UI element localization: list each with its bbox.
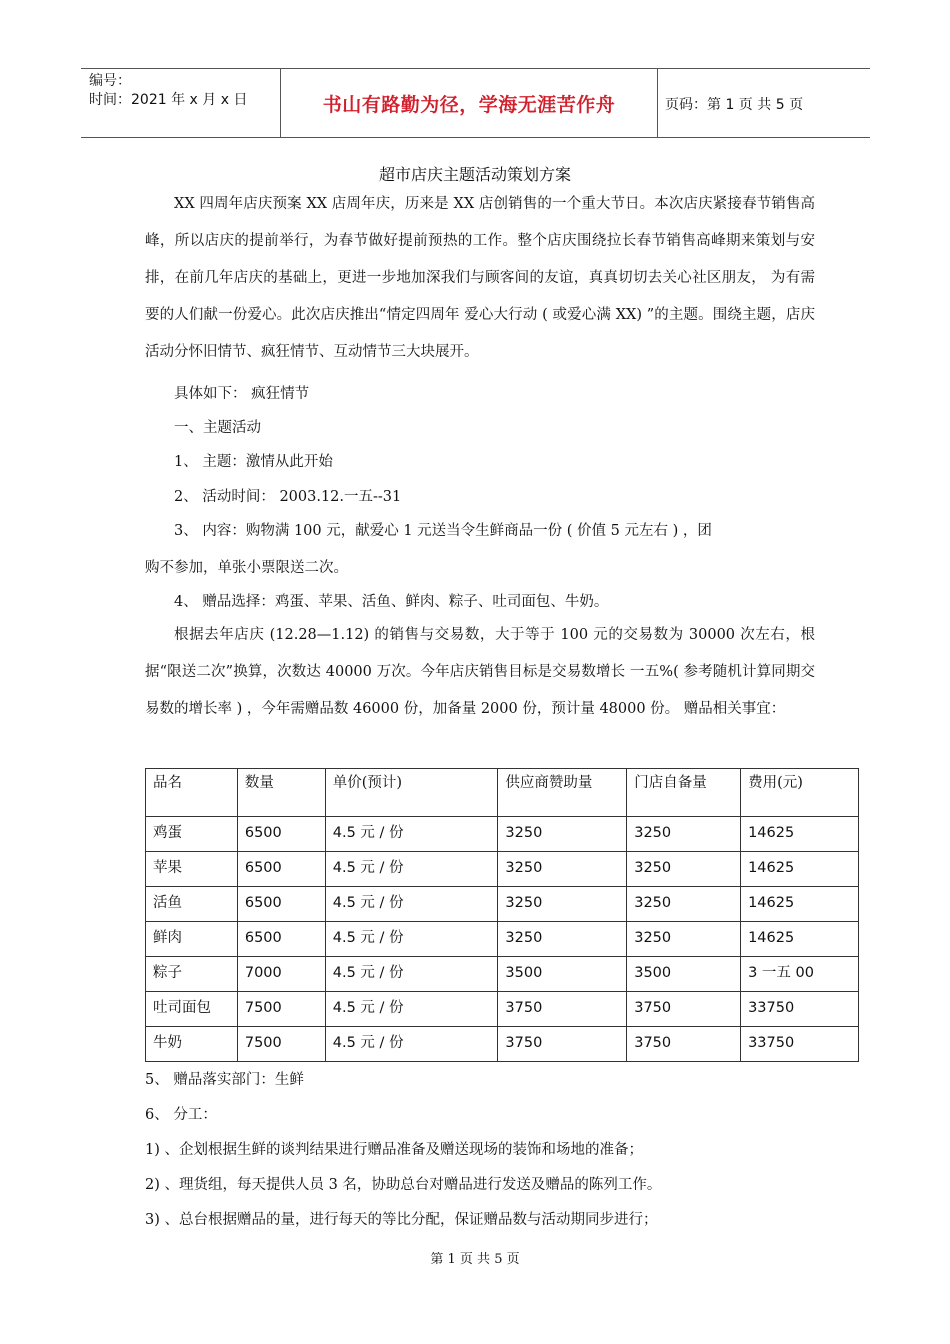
time-label: 时间：2021 年 x 月 x 日 <box>89 92 248 108</box>
table-cell: 苹果 <box>146 852 238 887</box>
table-cell: 6500 <box>237 922 325 957</box>
item-theme: 1、 主题：激情从此开始 <box>174 454 333 470</box>
table-cell: 14625 <box>741 817 859 852</box>
table-cell: 粽子 <box>146 957 238 992</box>
motto: 书山有路勤为径，学海无涯苦作舟 <box>322 93 616 116</box>
table-cell: 3500 <box>498 957 627 992</box>
table-cell: 4.5 元 / 份 <box>325 957 498 992</box>
table-cell: 3250 <box>627 852 741 887</box>
table-cell: 3750 <box>498 1027 627 1062</box>
intro-paragraph: XX 四周年店庆预案 XX 店周年庆，历来是 XX 店创销售的一个重大节日。本次店庆紧接春节销售高峰，所以店庆的提前举行，为春节做好提前预热的工作。整个店庆围绕拉长春节销售高峰期来策划与安排，在前几年店庆的基础上，更进一步地加深我们与顾客间的友谊，真真切切去关心社区朋友， 为有需要的人们献一份爱心。此次店庆推出“情定四周年 爱心大行动 ( 或爱心满 XX) ”的主题。围绕主题，店庆活动分怀旧情节、疯狂情节、互动情节三大块展开。 <box>145 196 815 360</box>
table-cell: 4.5 元 / 份 <box>325 922 498 957</box>
table-cell: 6500 <box>237 887 325 922</box>
page-header <box>81 68 870 138</box>
gift-table <box>145 768 859 1062</box>
table-cell: 14625 <box>741 852 859 887</box>
table-cell: 活鱼 <box>146 887 238 922</box>
table-cell: 33750 <box>741 992 859 1027</box>
document-title: 超市店庆主题活动策划方案 <box>378 165 571 184</box>
header-motto-cell <box>280 69 658 137</box>
table-cell: 鸡蛋 <box>146 817 238 852</box>
header-meta <box>89 72 247 110</box>
table-cell: 4.5 元 / 份 <box>325 992 498 1027</box>
page-info: 页码：第 1 页 共 5 页 <box>665 97 804 113</box>
table-row <box>146 887 859 922</box>
table-cell: 3250 <box>498 852 627 887</box>
table-cell: 3250 <box>627 817 741 852</box>
duty-front-desk: 3) 、总台根据赠品的量，进行每天的等比分配，保证赠品数与活动期同步进行； <box>145 1212 658 1228</box>
table-cell: 吐司面包 <box>146 992 238 1027</box>
table-cell: 3750 <box>498 992 627 1027</box>
item-gift-choice: 4、 赠品选择：鸡蛋、苹果、活鱼、鲜肉、粽子、吐司面包、牛奶。 <box>174 594 609 610</box>
item-division: 6、 分工： <box>145 1107 217 1123</box>
table-cell: 3250 <box>498 922 627 957</box>
table-header-cell: 费用(元) <box>741 769 859 817</box>
table-row <box>146 817 859 852</box>
table-cell: 7000 <box>237 957 325 992</box>
table-row <box>146 852 859 887</box>
table-row <box>146 957 859 992</box>
table-header-cell: 供应商赞助量 <box>498 769 627 817</box>
table-row <box>146 1027 859 1062</box>
duty-planning: 1) 、企划根据生鲜的谈判结果进行赠品准备及赠送现场的装饰和场地的准备； <box>145 1142 643 1158</box>
table-cell: 3250 <box>498 817 627 852</box>
table-header-cell: 数量 <box>237 769 325 817</box>
table-row <box>146 922 859 957</box>
table-row <box>146 992 859 1027</box>
table-cell: 4.5 元 / 份 <box>325 817 498 852</box>
number-label: 编号： <box>89 73 131 89</box>
table-cell: 3750 <box>627 992 741 1027</box>
analysis-paragraph: 根据去年店庆 (12.28—1.12) 的销售与交易数，大于等于 100 元的交易数为 30000 次左右，根据“限送二次”换算，次数达 40000 万次。今年店庆销售目标是交易数增长 一五%( 参考随机计算同期交易数的增长率 ) ，今年需赠品数 46000 份，加备量 2000 份，预计量 48000 份。 赠品相关事宜： <box>145 627 815 717</box>
table-cell: 3500 <box>627 957 741 992</box>
table-cell: 4.5 元 / 份 <box>325 852 498 887</box>
page-footer: 第 1 页 共 5 页 <box>430 1252 520 1267</box>
table-header-row <box>146 769 859 817</box>
table-header-cell: 单价(预计) <box>325 769 498 817</box>
table-cell: 14625 <box>741 887 859 922</box>
details-line: 具体如下： 疯狂情节 <box>174 386 310 402</box>
table-cell: 6500 <box>237 852 325 887</box>
table-cell: 33750 <box>741 1027 859 1062</box>
table-header-cell: 品名 <box>146 769 238 817</box>
item-content: 3、 内容：购物满 100 元，献爱心 1 元送当令生鲜商品一份 ( 价值 5 元左右 ) ，团 <box>174 523 712 539</box>
table-cell: 3 一五 00 <box>741 957 859 992</box>
table-cell: 4.5 元 / 份 <box>325 887 498 922</box>
table-cell: 6500 <box>237 817 325 852</box>
table-cell: 3250 <box>627 922 741 957</box>
table-cell: 7500 <box>237 992 325 1027</box>
table-cell: 牛奶 <box>146 1027 238 1062</box>
item-department: 5、 赠品落实部门：生鲜 <box>145 1072 304 1088</box>
table-cell: 14625 <box>741 922 859 957</box>
section-heading: 一、主题活动 <box>174 420 261 436</box>
item-time: 2、 活动时间： 2003.12.一五--31 <box>174 489 402 505</box>
table-header-cell: 门店自备量 <box>627 769 741 817</box>
table-cell: 3250 <box>498 887 627 922</box>
duty-stocking: 2) 、理货组，每天提供人员 3 名，协助总台对赠品进行发送及赠品的陈列工作。 <box>145 1177 662 1193</box>
table-cell: 7500 <box>237 1027 325 1062</box>
table-cell: 3250 <box>627 887 741 922</box>
item-content-cont: 购不参加，单张小票限送二次。 <box>145 560 348 576</box>
table-cell: 4.5 元 / 份 <box>325 1027 498 1062</box>
table-cell: 鲜肉 <box>146 922 238 957</box>
table-cell: 3750 <box>627 1027 741 1062</box>
